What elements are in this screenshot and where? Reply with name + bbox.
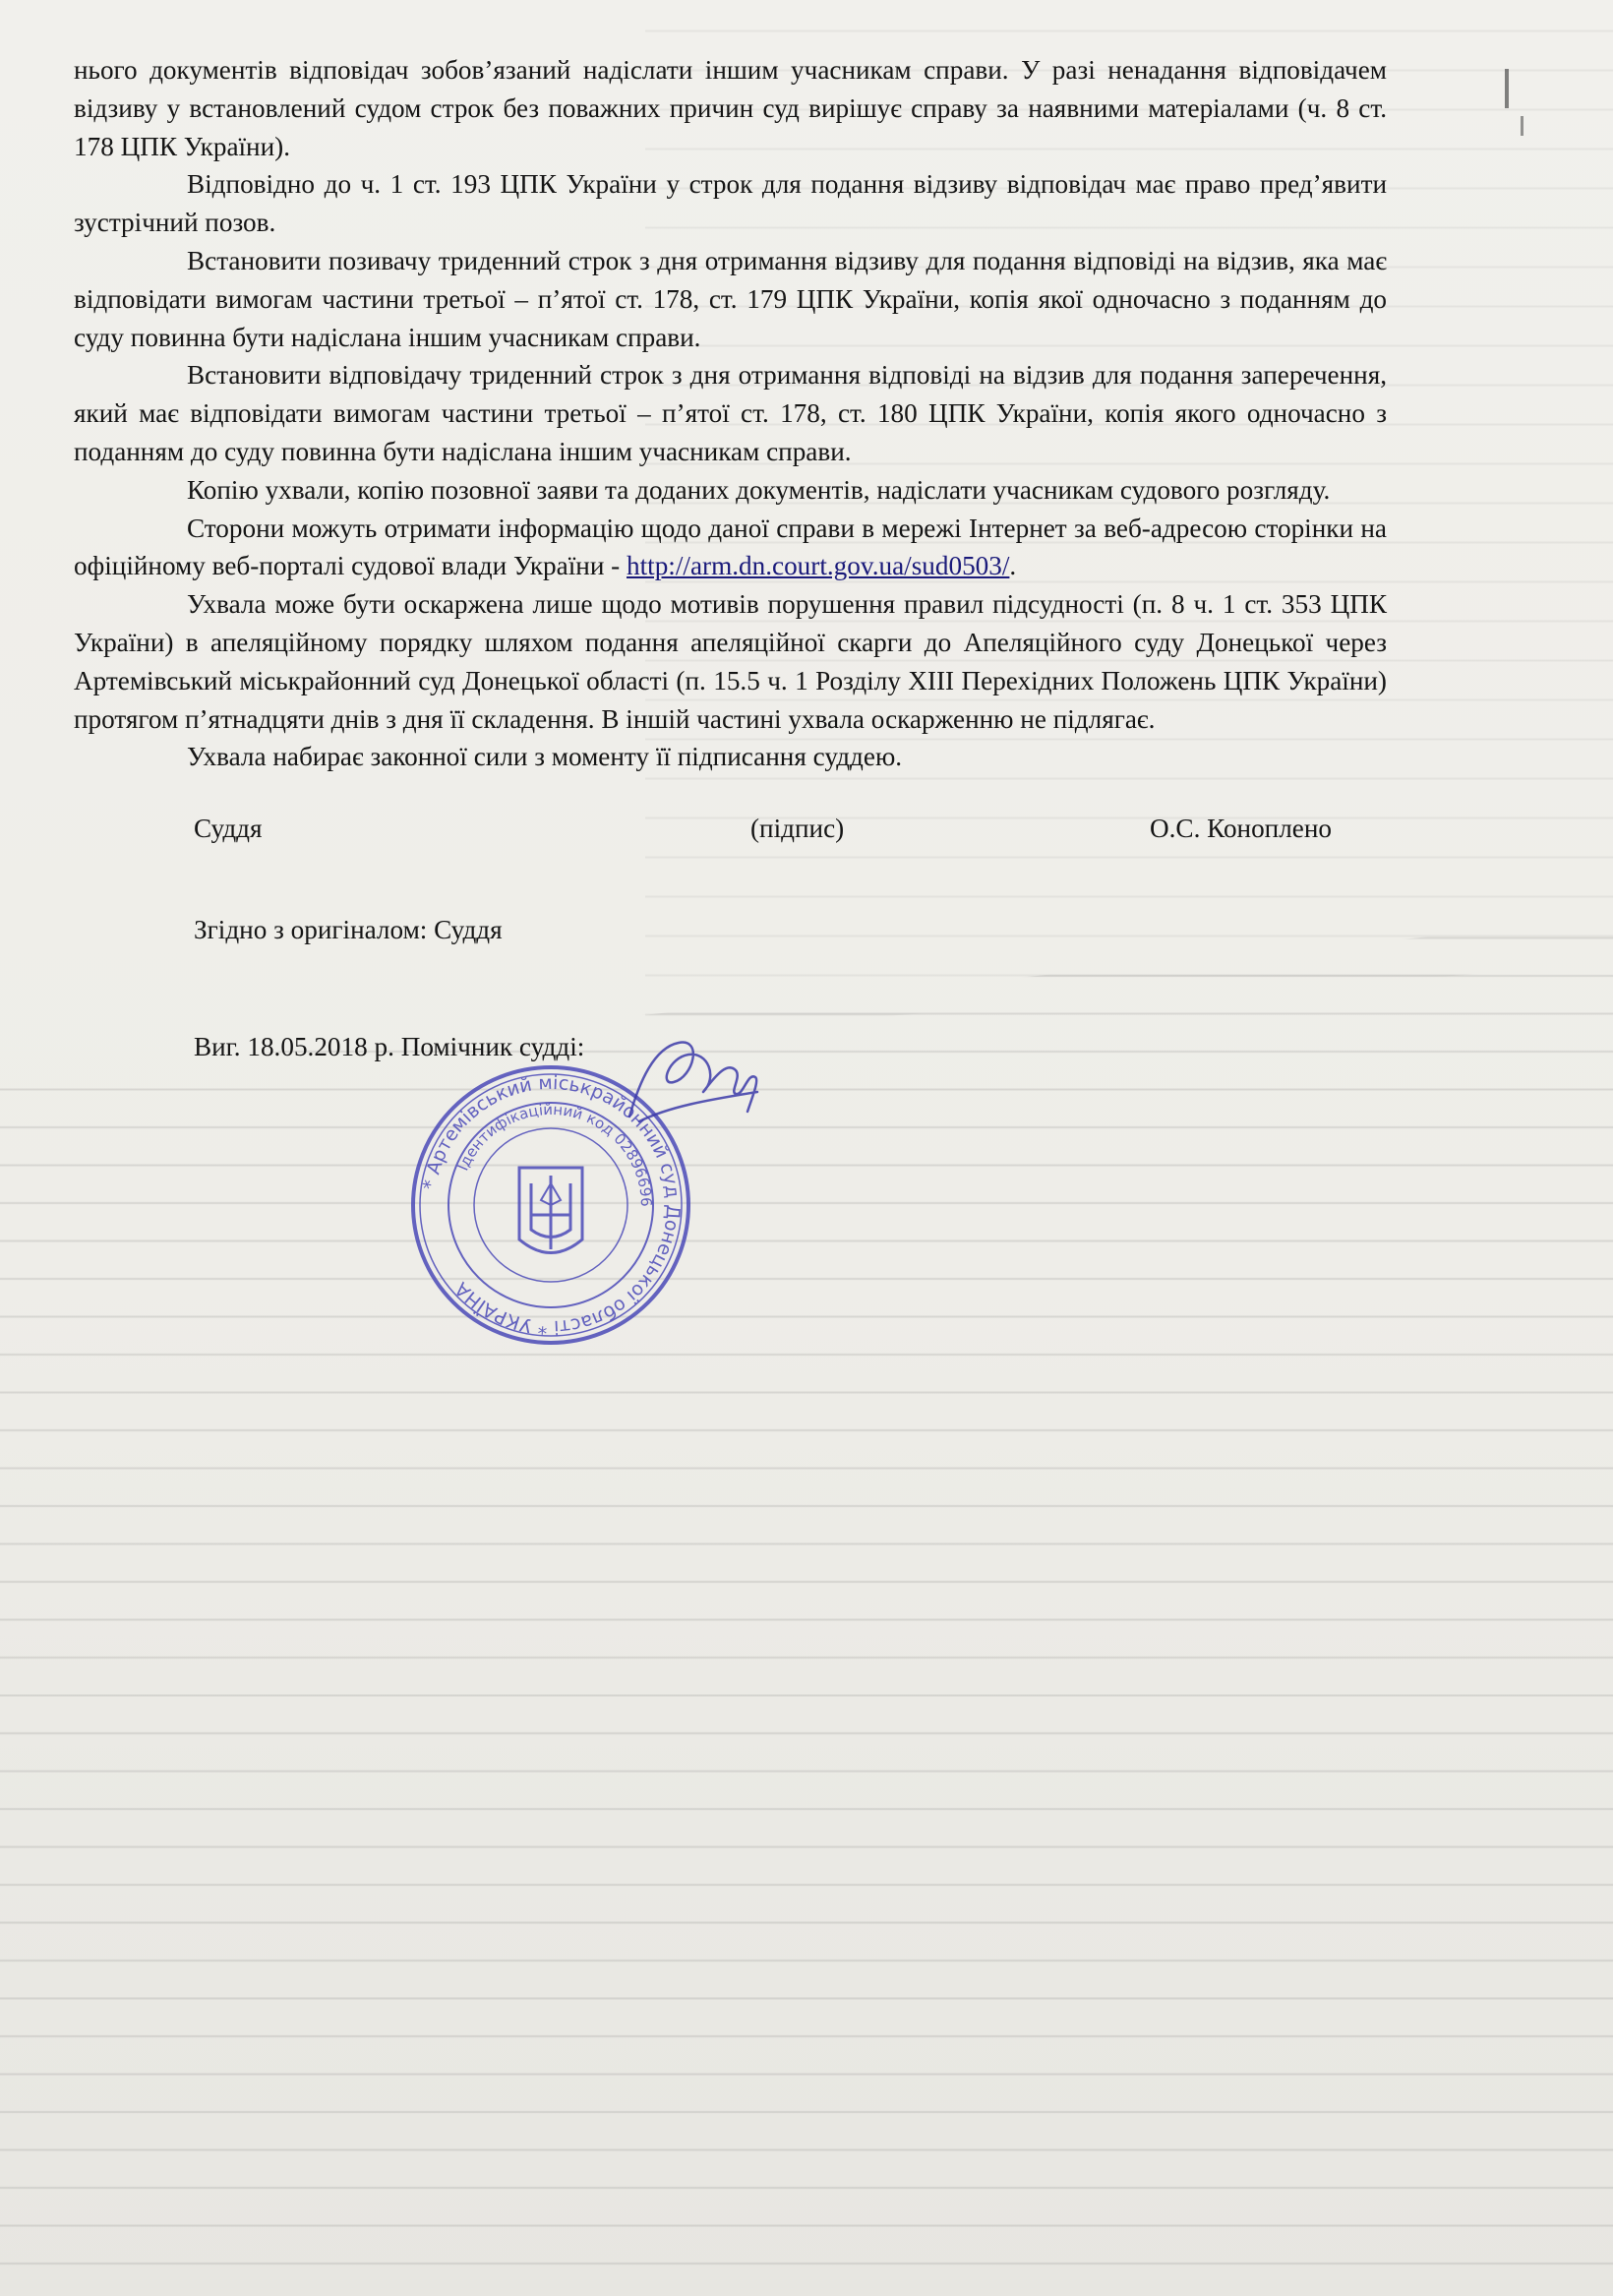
paragraph-defendant-deadline: Встановити відповідачу триденний строк з дня отримання відповіді на відзив для подання заперечення, який має відповідати вимогам частини третьої – п’ятої ст. 178, ст. 180 ЦПК України, копія якого одночасно з поданням до суду повинна бути надіслана іншим учасникам справи. (74, 360, 1387, 466)
paragraph-plaintiff-deadline: Встановити позивачу триденний строк з дня отримання відзиву для подання відповіді на відзив, яка має відповідати вимогам частини третьої – п’ятої ст. 178, ст. 179 ЦПК України, копія якої одночасно з поданням до суду повинна бути надіслана іншим учасникам справи. (74, 245, 1387, 352)
signature-row (74, 810, 1387, 848)
paragraph-continuation: нього документів відповідач зобов’язаний надіслати іншим учасникам справи. У разі ненадання відповідачем відзиву у встановлений судом строк без поважних причин суд вирішує справу за наявними матеріалами (ч. 8 ст. 178 ЦПК України). (74, 55, 1387, 161)
online-info-text: Сторони можуть отримати інформацію щодо даної справи в мережі Інтернет за веб-адресою сторінки на офіційному веб-порталі судової влади України - (74, 513, 1387, 581)
seal-inner-text: Ідентифікаційний код 02896696 (453, 1100, 656, 1207)
signature-role: Суддя (194, 814, 263, 844)
scan-mark (1505, 69, 1509, 108)
paragraph-effect: Ухвала набирає законної сили з моменту її підписання суддею. (187, 742, 903, 772)
handwritten-signature (610, 1023, 767, 1141)
paragraph-send-copies: Копію ухвали, копію позовної заяви та доданих документів, надіслати учасникам судового розгляду. (187, 474, 1331, 505)
document-body (74, 51, 1387, 1066)
paragraph-counterclaim: Відповідно до ч. 1 ст. 193 ЦПК України у строк для подання відзиву відповідач має право пред’явити зустрічний позов. (74, 169, 1387, 238)
seal-outer-text: * Артемівський міськрайонний суд Донецької області * УКРАЇНА (419, 1071, 685, 1339)
certification-row (74, 911, 1387, 949)
signature-name: О.С. Коноплено (1150, 814, 1333, 844)
paragraph-online-info (74, 510, 1387, 586)
paragraph-appeal: Ухвала може бути оскаржена лише щодо мотивів порушення правил підсудності (п. 8 ч. 1 ст. 353 ЦПК України) в апеляційному порядку шляхом подання апеляційної скарги до Апеляційного суду Донецької через Артемівський міськрайонний суд Донецької області (п. 15.5 ч. 1 Розділу XIII Перехідних Положень ЦПК України) протягом п’ятнадцяти днів з дня її складення. В іншій частині ухвала оскарженню не підлягає. (74, 589, 1387, 734)
certification-text: Згідно з оригіналом: Суддя (194, 915, 503, 945)
signature-note: (підпис) (750, 814, 845, 844)
court-website-link[interactable]: http://arm.dn.court.gov.ua/sud0503/ (627, 551, 1010, 581)
online-info-end: . (1009, 551, 1017, 581)
scan-mark-small (1521, 116, 1523, 136)
issued-text: Виг. 18.05.2018 р. Помічник судді: (194, 1032, 585, 1062)
